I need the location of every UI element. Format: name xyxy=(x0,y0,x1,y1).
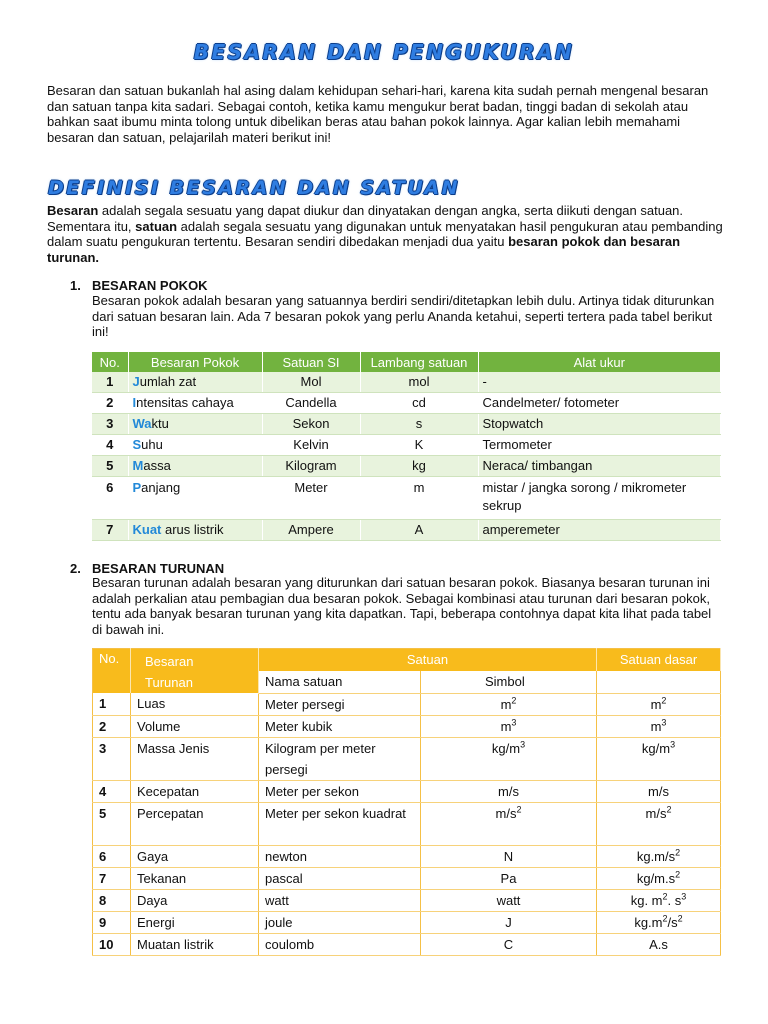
table-row xyxy=(92,393,721,414)
cell-simbol xyxy=(421,845,597,867)
cell-nama-satuan: Meter persegi xyxy=(259,693,421,715)
cell-no: 3 xyxy=(92,414,128,435)
superscript: 2 xyxy=(516,804,522,815)
table-row xyxy=(93,715,721,737)
col-header-satuan-si: Satuan SI xyxy=(262,352,360,372)
cell-besaran: Gaya xyxy=(131,845,259,867)
cell-simbol xyxy=(421,802,597,845)
cell-simbol xyxy=(421,780,597,802)
cell-simbol xyxy=(421,737,597,780)
cell-besaran: Massa Jenis xyxy=(131,737,259,780)
col-header-besaran-turunan xyxy=(131,649,259,694)
dasar-tail: /s xyxy=(667,914,678,930)
cell-satuan-dasar xyxy=(597,737,721,780)
cell-besaran: Daya xyxy=(131,889,259,911)
simbol-text: m/s xyxy=(498,783,519,799)
cell-besaran xyxy=(128,435,262,456)
table-row xyxy=(93,911,721,933)
cell-satuan-dasar xyxy=(597,867,721,889)
table-row xyxy=(93,780,721,802)
cell-alat: mistar / jangka sorong / mikrometer sekrup xyxy=(478,477,721,520)
besaran-rest: ktu xyxy=(151,416,169,431)
besaran-rest: assa xyxy=(143,458,171,473)
cell-no: 7 xyxy=(92,520,128,541)
cell-nama-satuan: Meter per sekon kuadrat xyxy=(259,802,421,845)
mnemonic-letter: Kuat xyxy=(132,522,162,537)
cell-satuan-dasar xyxy=(597,802,721,845)
definition-text-1: adalah segala sesuatu yang dapat diukur dan dinyatakan dengan angka, serta diikuti dengan satuan. Sementara itu, xyxy=(47,203,684,234)
table-row xyxy=(92,372,721,393)
cell-besaran xyxy=(128,414,262,435)
table-row xyxy=(92,456,721,477)
page-title: BESARAN DAN PENGUKURAN xyxy=(193,40,575,64)
table-row xyxy=(92,414,721,435)
cell-lambang: m xyxy=(360,477,478,520)
cell-simbol xyxy=(421,715,597,737)
cell-alat: Stopwatch xyxy=(478,414,721,435)
cell-alat: Candelmeter/ fotometer xyxy=(478,393,721,414)
superscript: 3 xyxy=(511,717,517,728)
cell-besaran: Energi xyxy=(131,911,259,933)
simbol-text: watt xyxy=(496,892,521,908)
dasar-text: kg. m xyxy=(630,892,663,908)
section-2-number: 2. xyxy=(70,561,81,576)
col-header-no: No. xyxy=(92,352,128,372)
superscript: 2 xyxy=(666,804,672,815)
superscript: 3 xyxy=(670,739,676,750)
cell-no: 2 xyxy=(92,393,128,414)
mnemonic-letter: I xyxy=(132,395,137,410)
cell-satuan-dasar xyxy=(597,715,721,737)
term-besaran: Besaran xyxy=(47,203,99,218)
cell-satuan: Kilogram xyxy=(262,456,360,477)
definition-text-2: adalah segala sesuatu yang digunakan untuk menyatakan hasil pengukuran atau pembanding dalam suatu pengukuran tertentu. Besaran sendiri dibedakan menjadi dua yaitu xyxy=(47,218,723,249)
cell-nama-satuan: pascal xyxy=(259,867,421,889)
table-row xyxy=(93,693,721,715)
cell-lambang: kg xyxy=(360,456,478,477)
cell-no: 10 xyxy=(93,933,131,955)
cell-satuan: Candella xyxy=(262,393,360,414)
cell-no: 9 xyxy=(93,911,131,933)
table-header-row xyxy=(92,352,721,372)
cell-besaran xyxy=(128,456,262,477)
superscript: 2 xyxy=(677,913,683,924)
cell-satuan: Kelvin xyxy=(262,435,360,456)
cell-no: 6 xyxy=(92,477,128,520)
cell-no: 4 xyxy=(92,435,128,456)
superscript: 2 xyxy=(662,913,668,924)
cell-no: 4 xyxy=(93,780,131,802)
dasar-text: kg.m xyxy=(634,914,663,930)
cell-alat: amperemeter xyxy=(478,520,721,541)
cell-satuan-dasar xyxy=(597,889,721,911)
cell-no: 5 xyxy=(92,456,128,477)
cell-lambang: K xyxy=(360,435,478,456)
superscript: 3 xyxy=(520,739,526,750)
table-header-row xyxy=(93,649,721,671)
term-satuan: satuan xyxy=(135,218,178,234)
besaran-rest: umlah zat xyxy=(139,374,197,389)
superscript: 2 xyxy=(661,695,667,706)
mnemonic-letter: M xyxy=(132,458,144,473)
mnemonic-letter: J xyxy=(132,374,140,389)
dasar-tail: . s xyxy=(667,892,682,908)
cell-satuan-dasar xyxy=(597,911,721,933)
superscript: 3 xyxy=(661,717,667,728)
cell-no: 3 xyxy=(93,737,131,780)
cell-satuan-dasar xyxy=(597,693,721,715)
table-row xyxy=(93,889,721,911)
table-row xyxy=(93,737,721,780)
simbol-text: J xyxy=(505,914,512,930)
col-header-nama-satuan: Nama satuan xyxy=(259,671,421,693)
table-row xyxy=(93,933,721,955)
cell-satuan: Mol xyxy=(262,372,360,393)
cell-no: 5 xyxy=(93,802,131,845)
superscript: 2 xyxy=(662,891,668,902)
cell-simbol xyxy=(421,933,597,955)
cell-no: 1 xyxy=(92,372,128,393)
cell-besaran: Volume xyxy=(131,715,259,737)
section-1-number: 1. xyxy=(70,278,81,293)
cell-nama-satuan: Meter per sekon xyxy=(259,780,421,802)
cell-no: 7 xyxy=(93,867,131,889)
cell-no: 2 xyxy=(93,715,131,737)
cell-alat: Neraca/ timbangan xyxy=(478,456,721,477)
simbol-text: m xyxy=(500,718,512,734)
cell-besaran xyxy=(128,477,262,520)
cell-no: 1 xyxy=(93,693,131,715)
cell-lambang: cd xyxy=(360,393,478,414)
cell-satuan-dasar xyxy=(597,845,721,867)
dasar-text: m/s xyxy=(645,805,667,821)
cell-satuan: Ampere xyxy=(262,520,360,541)
cell-besaran: Kecepatan xyxy=(131,780,259,802)
col-header-besaran-pokok: Besaran Pokok xyxy=(128,352,262,372)
cell-satuan: Meter xyxy=(262,477,360,520)
dasar-text: A.s xyxy=(649,936,668,952)
besaran-rest: arus listrik xyxy=(161,522,224,537)
dasar-text: m/s xyxy=(648,783,669,799)
cell-besaran: Tekanan xyxy=(131,867,259,889)
cell-lambang: mol xyxy=(360,372,478,393)
cell-alat: - xyxy=(478,372,721,393)
dasar-text: kg.m/s xyxy=(636,848,676,864)
superscript: 3 xyxy=(681,891,687,902)
mnemonic-letter: Wa xyxy=(132,416,152,431)
simbol-text: C xyxy=(503,936,514,952)
dasar-text: m xyxy=(650,718,662,734)
cell-nama-satuan: Kilogram per meter persegi xyxy=(259,737,421,780)
cell-satuan-dasar xyxy=(597,780,721,802)
cell-nama-satuan: Meter kubik xyxy=(259,715,421,737)
cell-simbol xyxy=(421,693,597,715)
col-header-satuan-dasar: Satuan dasar xyxy=(597,649,721,671)
definition-paragraph xyxy=(47,203,727,265)
superscript: 2 xyxy=(675,847,681,858)
superscript: 2 xyxy=(511,695,517,706)
section-1-title: BESARAN POKOK xyxy=(92,278,208,293)
table-row xyxy=(92,435,721,456)
cell-no: 8 xyxy=(93,889,131,911)
dasar-text: m xyxy=(650,696,662,712)
cell-besaran xyxy=(128,520,262,541)
cell-nama-satuan: newton xyxy=(259,845,421,867)
section-1-heading xyxy=(70,278,208,293)
table-row xyxy=(93,867,721,889)
mnemonic-letter: P xyxy=(132,480,142,495)
cell-alat: Termometer xyxy=(478,435,721,456)
cell-satuan: Sekon xyxy=(262,414,360,435)
cell-simbol xyxy=(421,889,597,911)
cell-besaran xyxy=(128,393,262,414)
cell-lambang: s xyxy=(360,414,478,435)
cell-besaran xyxy=(128,372,262,393)
besaran-turunan-table xyxy=(92,648,721,956)
intro-paragraph: Besaran dan satuan bukanlah hal asing dalam kehidupan sehari-hari, karena kita sudah pernah mengenal besaran dan satuan tanpa kita sadari. Sebagai contoh, ketika kamu mengukur berat badan, tinggi badan di sekolah atau bahkan saat ibumu minta tolong untuk dibelikan beras atau bahan pokok lainnya. Agar kalian lebih memahami besaran dan satuan, pelajarilah materi berikut ini! xyxy=(47,83,709,145)
cell-nama-satuan: watt xyxy=(259,889,421,911)
besaran-rest: uhu xyxy=(141,437,163,452)
dasar-text: kg/m.s xyxy=(636,870,676,886)
col-header-lambang: Lambang satuan xyxy=(360,352,478,372)
simbol-text: Pa xyxy=(500,870,517,886)
dasar-text: kg/m xyxy=(641,740,671,756)
term-types: besaran pokok dan besaran turunan. xyxy=(47,234,681,265)
cell-simbol xyxy=(421,911,597,933)
mnemonic-letter: S xyxy=(132,437,142,452)
col-header-blank xyxy=(597,671,721,693)
table-row xyxy=(92,520,721,541)
section-2-heading xyxy=(70,561,224,576)
cell-satuan-dasar xyxy=(597,933,721,955)
table-row xyxy=(93,845,721,867)
col-header-satuan: Satuan xyxy=(259,649,597,671)
definition-heading: DEFINISI BESARAN DAN SATUAN xyxy=(48,177,461,199)
section-2-text: Besaran turunan adalah besaran yang diturunkan dari satuan besaran pokok. Biasanya besaran turunan ini adalah perkalian atau pembagian dua besaran pokok. Sebagai kombinasi atau turunan dari besaran pokok, tentu ada banyak besaran turunan yang kita dapatkan. Tapi, beberapa contohnya dapat kita lihat pada tabel di bawah ini. xyxy=(92,575,712,637)
simbol-text: N xyxy=(503,848,514,864)
col-header-no: No. xyxy=(93,649,131,694)
col-header-simbol: Simbol xyxy=(421,671,597,693)
cell-besaran: Luas xyxy=(131,693,259,715)
col-header-besaran-line1: Besaran xyxy=(145,654,194,669)
simbol-text: kg/m xyxy=(491,740,521,756)
cell-nama-satuan: coulomb xyxy=(259,933,421,955)
superscript: 2 xyxy=(675,869,681,880)
simbol-text: m xyxy=(500,696,512,712)
cell-no: 6 xyxy=(93,845,131,867)
table-row xyxy=(93,802,721,845)
table-row xyxy=(92,477,721,520)
turunan-table-body xyxy=(93,693,721,955)
cell-besaran: Percepatan xyxy=(131,802,259,845)
section-1-text: Besaran pokok adalah besaran yang satuannya berdiri sendiri/ditetapkan lebih dulu. Artinya tidak diturunkan dari satuan besaran lain. Ada 7 besaran pokok yang perlu Ananda ketahui, seperti tertera pada tabel berikut ini! xyxy=(92,293,715,339)
cell-simbol xyxy=(421,867,597,889)
besaran-rest: anjang xyxy=(141,480,181,495)
cell-nama-satuan: joule xyxy=(259,911,421,933)
simbol-text: m/s xyxy=(495,805,517,821)
besaran-pokok-table xyxy=(92,352,721,541)
col-header-besaran-line2: Turunan xyxy=(145,675,193,690)
besaran-rest: ntensitas cahaya xyxy=(136,395,234,410)
cell-besaran: Muatan listrik xyxy=(131,933,259,955)
col-header-alat-ukur: Alat ukur xyxy=(478,352,721,372)
section-2-title: BESARAN TURUNAN xyxy=(92,561,225,576)
cell-lambang: A xyxy=(360,520,478,541)
